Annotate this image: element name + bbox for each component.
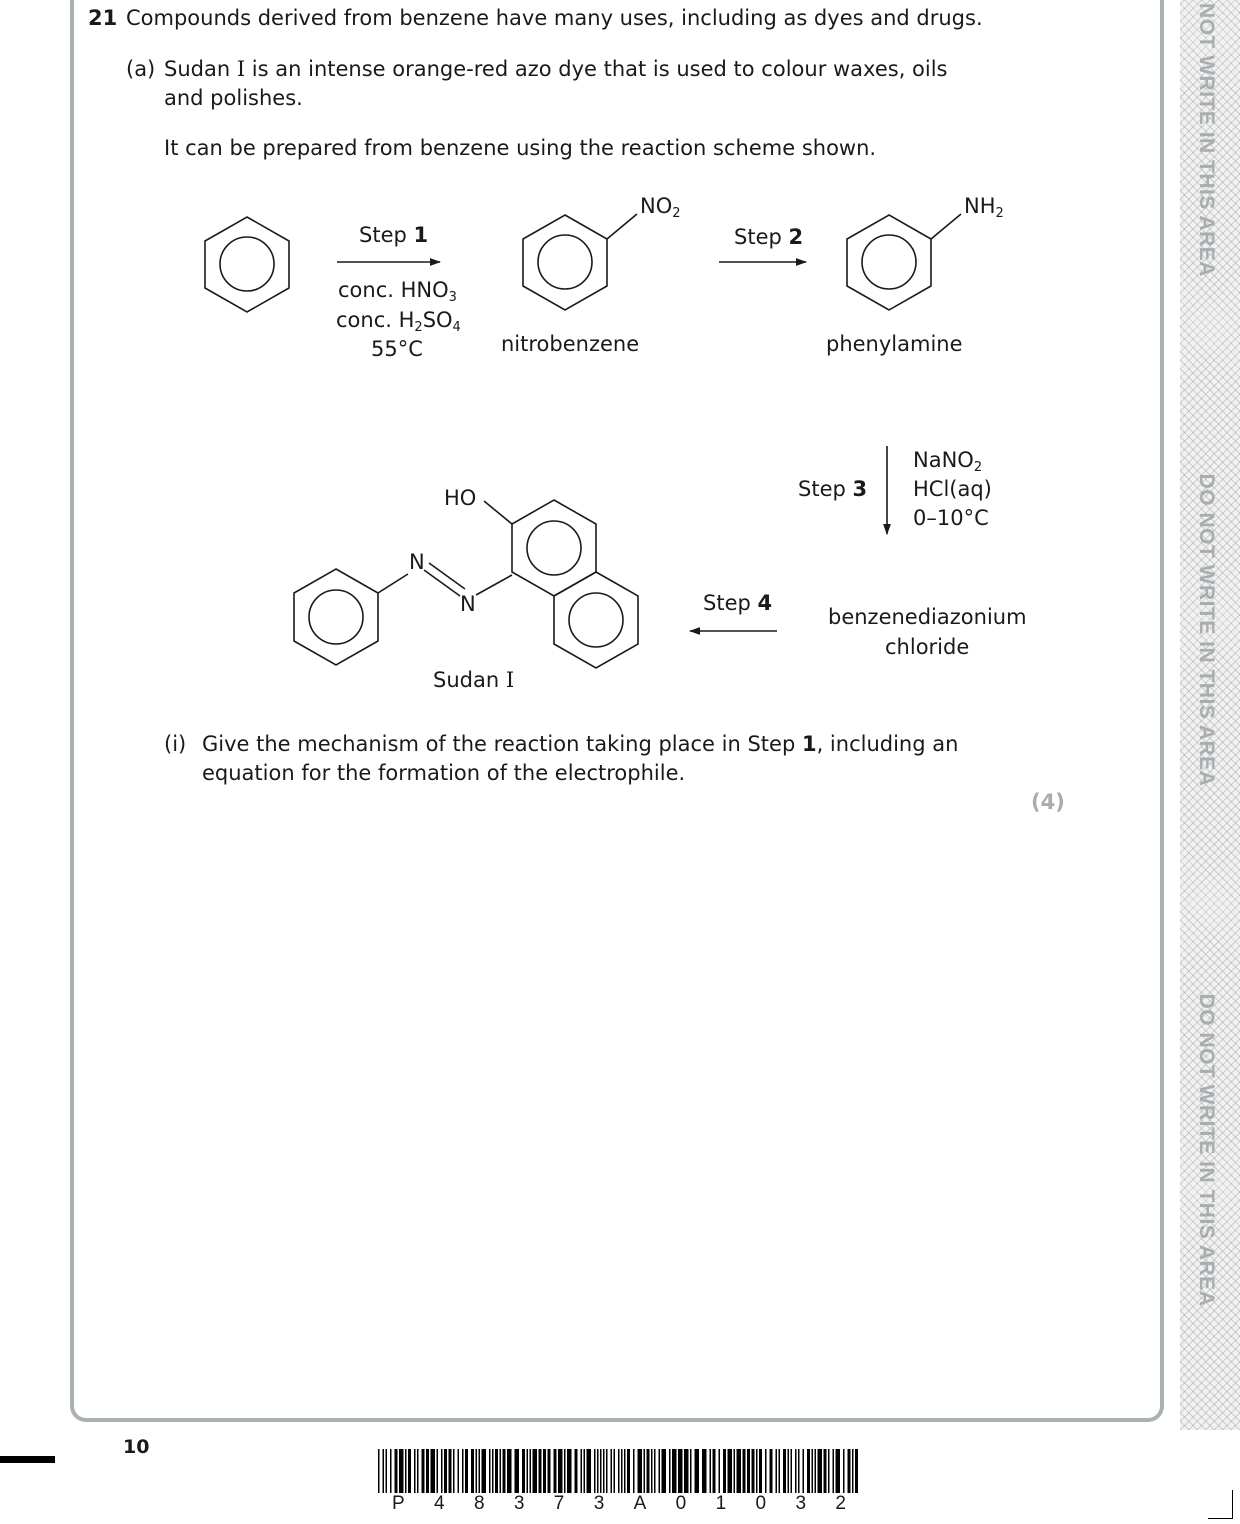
barcode-bar: [728, 1449, 733, 1493]
barcode-bar: [734, 1449, 736, 1493]
barcode-bar: [723, 1449, 726, 1493]
barcode-bar: [390, 1449, 392, 1493]
barcode-char: 3: [513, 1493, 525, 1514]
barcode-bar: [606, 1449, 608, 1493]
barcode-char: 8: [473, 1493, 485, 1514]
barcode-bar: [743, 1449, 746, 1493]
part-a-line-1: Sudan I is an intense orange-red azo dye that is used to colour waxes, oils: [164, 57, 948, 81]
barcode-bar: [567, 1449, 572, 1493]
step-1-temperature: 55°C: [371, 337, 423, 361]
barcode-bar: [453, 1449, 455, 1493]
barcode-bar: [476, 1449, 478, 1493]
barcode-bar: [779, 1449, 781, 1493]
barcode-bar: [386, 1449, 388, 1493]
part-a-label: (a): [126, 57, 156, 81]
barcode-bar: [479, 1449, 481, 1493]
barcode-bar: [458, 1449, 460, 1493]
benzene-ring: [205, 217, 289, 312]
barcode-bar: [495, 1449, 498, 1493]
barcode-bar: [654, 1449, 656, 1493]
barcode-bar: [408, 1449, 411, 1493]
barcode-bar: [575, 1449, 578, 1493]
barcode-bar: [843, 1449, 845, 1493]
barcode-bar: [672, 1449, 677, 1493]
scheme-intro: It can be prepared from benzene using the reaction scheme shown.: [164, 136, 877, 160]
barcode-bar: [522, 1449, 525, 1493]
barcode-bar: [548, 1449, 551, 1493]
barcode-bar: [795, 1449, 797, 1493]
barcode-char: 3: [593, 1493, 605, 1514]
barcode: [378, 1449, 860, 1493]
barcode-bar: [644, 1449, 646, 1493]
barcode-bar: [554, 1449, 557, 1493]
barcode-bar: [833, 1449, 835, 1493]
page-edge-mark: [0, 1456, 55, 1463]
sudan-phenyl-ring: [294, 569, 408, 665]
step-3-reagent-hcl: HCl(aq): [913, 477, 992, 501]
barcode-text: [378, 1493, 860, 1515]
barcode-bar: [618, 1449, 620, 1493]
barcode-bar: [836, 1449, 841, 1493]
barcode-bar: [482, 1449, 487, 1493]
barcode-bar: [747, 1449, 750, 1493]
marks-badge: (4): [1031, 790, 1065, 814]
barcode-bar: [713, 1449, 716, 1493]
barcode-bar: [465, 1449, 468, 1493]
step-1-reagent-hno3: conc. $HNO_3$: [338, 278, 457, 305]
step-3-temperature: 0–10°C: [913, 506, 989, 530]
part-i-line-2: equation for the formation of the electrophile.: [202, 761, 686, 785]
step-2-label: Step 2: [734, 225, 804, 249]
barcode-bar: [788, 1449, 790, 1493]
barcode-bar: [414, 1449, 416, 1493]
part-i-line-1: Give the mechanism of the reaction taking place in Step 1, including an: [202, 732, 959, 756]
barcode-bar: [765, 1449, 767, 1493]
barcode-bar: [422, 1449, 425, 1493]
step-3-label: Step 3: [798, 477, 868, 501]
barcode-bar: [695, 1449, 700, 1493]
barcode-bar: [719, 1449, 721, 1493]
barcode-bar: [812, 1449, 814, 1493]
barcode-bar: [651, 1449, 653, 1493]
barcode-bar: [489, 1449, 491, 1493]
barcode-bar: [378, 1449, 380, 1493]
step-1-reagent-h2so4: conc. $H_2SO_4$: [336, 308, 461, 335]
part-a-line-2: and polishes.: [164, 86, 303, 110]
barcode-bar: [852, 1449, 854, 1493]
barcode-bar: [462, 1449, 464, 1493]
step-4-label: Step 4: [703, 591, 773, 615]
barcode-bar: [611, 1449, 613, 1493]
barcode-bar: [471, 1449, 474, 1493]
barcode-char: 1: [715, 1493, 727, 1514]
barcode-char: A: [633, 1493, 647, 1514]
barcode-bar: [581, 1449, 583, 1493]
barcode-bar: [492, 1449, 494, 1493]
barcode-bar: [759, 1449, 762, 1493]
do-not-write-label-3: DO NOT WRITE IN THIS AREA: [1195, 993, 1218, 1307]
nitro-group-label: $NO_2$: [640, 194, 681, 221]
barcode-bar: [449, 1449, 452, 1493]
barcode-bar: [405, 1449, 407, 1493]
barcode-bar: [824, 1449, 827, 1493]
barcode-bar: [659, 1449, 661, 1493]
barcode-bar: [678, 1449, 683, 1493]
barcode-bar: [564, 1449, 566, 1493]
barcode-bar: [855, 1449, 858, 1493]
barcode-bar: [621, 1449, 623, 1493]
barcode-char: 0: [755, 1493, 767, 1514]
barcode-bar: [597, 1449, 599, 1493]
barcode-bar: [600, 1449, 602, 1493]
diazonium-name-line-2: chloride: [885, 635, 970, 659]
barcode-bar: [533, 1449, 538, 1493]
barcode-bar: [690, 1449, 692, 1493]
barcode-bar: [399, 1449, 404, 1493]
barcode-bar: [776, 1449, 778, 1493]
barcode-bar: [383, 1449, 385, 1493]
barcode-bar: [633, 1449, 635, 1493]
barcode-bar: [539, 1449, 542, 1493]
barcode-bar: [791, 1449, 793, 1493]
naphthalene-rings: [484, 500, 638, 668]
barcode-bar: [627, 1449, 630, 1493]
barcode-char: P: [392, 1493, 405, 1514]
do-not-write-label-2: DO NOT WRITE IN THIS AREA: [1195, 473, 1218, 787]
barcode-char: 2: [835, 1493, 846, 1514]
barcode-bar: [702, 1449, 707, 1493]
barcode-bar: [603, 1449, 605, 1493]
barcode-char: 3: [795, 1493, 807, 1514]
barcode-bar: [624, 1449, 626, 1493]
barcode-bar: [527, 1449, 529, 1493]
barcode-bar: [503, 1449, 506, 1493]
barcode-bar: [444, 1449, 447, 1493]
barcode-bar: [417, 1449, 419, 1493]
barcode-bar: [647, 1449, 650, 1493]
question-intro: Compounds derived from benzene have many uses, including as dyes and drugs.: [126, 6, 983, 30]
barcode-bar: [530, 1449, 532, 1493]
step-1-label: Step 1: [359, 223, 429, 247]
barcode-bar: [441, 1449, 443, 1493]
barcode-bar: [807, 1449, 810, 1493]
barcode-bar: [828, 1449, 830, 1493]
barcode-bar: [543, 1449, 546, 1493]
amine-group-label: $NH_2$: [964, 194, 1004, 221]
barcode-bar: [587, 1449, 592, 1493]
barcode-bar: [752, 1449, 755, 1493]
barcode-bar: [638, 1449, 643, 1493]
phenylamine-name: phenylamine: [826, 332, 963, 356]
diazonium-name-line-1: benzenediazonium: [828, 605, 1027, 629]
barcode-bar: [594, 1449, 596, 1493]
barcode-bar: [803, 1449, 805, 1493]
step-3-reagent-nano2: NaNO$_2$: [913, 448, 983, 475]
barcode-bar: [507, 1449, 512, 1493]
nitrobenzene-name: nitrobenzene: [501, 332, 640, 356]
sudan-i-name: Sudan I: [433, 668, 515, 692]
barcode-bar: [584, 1449, 586, 1493]
barcode-bar: [770, 1449, 773, 1493]
phenylamine-ring: [847, 214, 961, 310]
barcode-bar: [431, 1449, 436, 1493]
barcode-bar: [848, 1449, 851, 1493]
barcode-bar: [614, 1449, 616, 1493]
azo-nitrogen-2: N: [460, 592, 476, 616]
crop-mark: [1208, 1490, 1233, 1519]
question-number: 21: [88, 6, 118, 30]
barcode-bar: [818, 1449, 823, 1493]
barcode-char: 4: [434, 1493, 445, 1514]
barcode-bar: [426, 1449, 429, 1493]
barcode-bar: [756, 1449, 758, 1493]
barcode-bar: [815, 1449, 817, 1493]
barcode-bar: [515, 1449, 520, 1493]
barcode-bar: [662, 1449, 667, 1493]
azo-nitrogen-1: N: [409, 550, 425, 574]
barcode-bar: [710, 1449, 712, 1493]
barcode-bar: [395, 1449, 398, 1493]
nitrobenzene-ring: [523, 214, 637, 310]
barcode-bar: [684, 1449, 689, 1493]
do-not-write-label-1: NOT WRITE IN THIS AREA: [1195, 3, 1218, 277]
barcode-bar: [558, 1449, 563, 1493]
barcode-bar: [669, 1449, 671, 1493]
barcode-char: 0: [675, 1493, 687, 1514]
barcode-bar: [737, 1449, 742, 1493]
barcode-bar: [437, 1449, 439, 1493]
barcode-bar: [798, 1449, 800, 1493]
page-number: 10: [123, 1436, 150, 1458]
part-i-label: (i): [164, 732, 187, 756]
hydroxyl-label: HO: [444, 486, 477, 510]
barcode-bar: [783, 1449, 786, 1493]
barcode-bar: [500, 1449, 502, 1493]
barcode-char: 7: [553, 1493, 565, 1514]
